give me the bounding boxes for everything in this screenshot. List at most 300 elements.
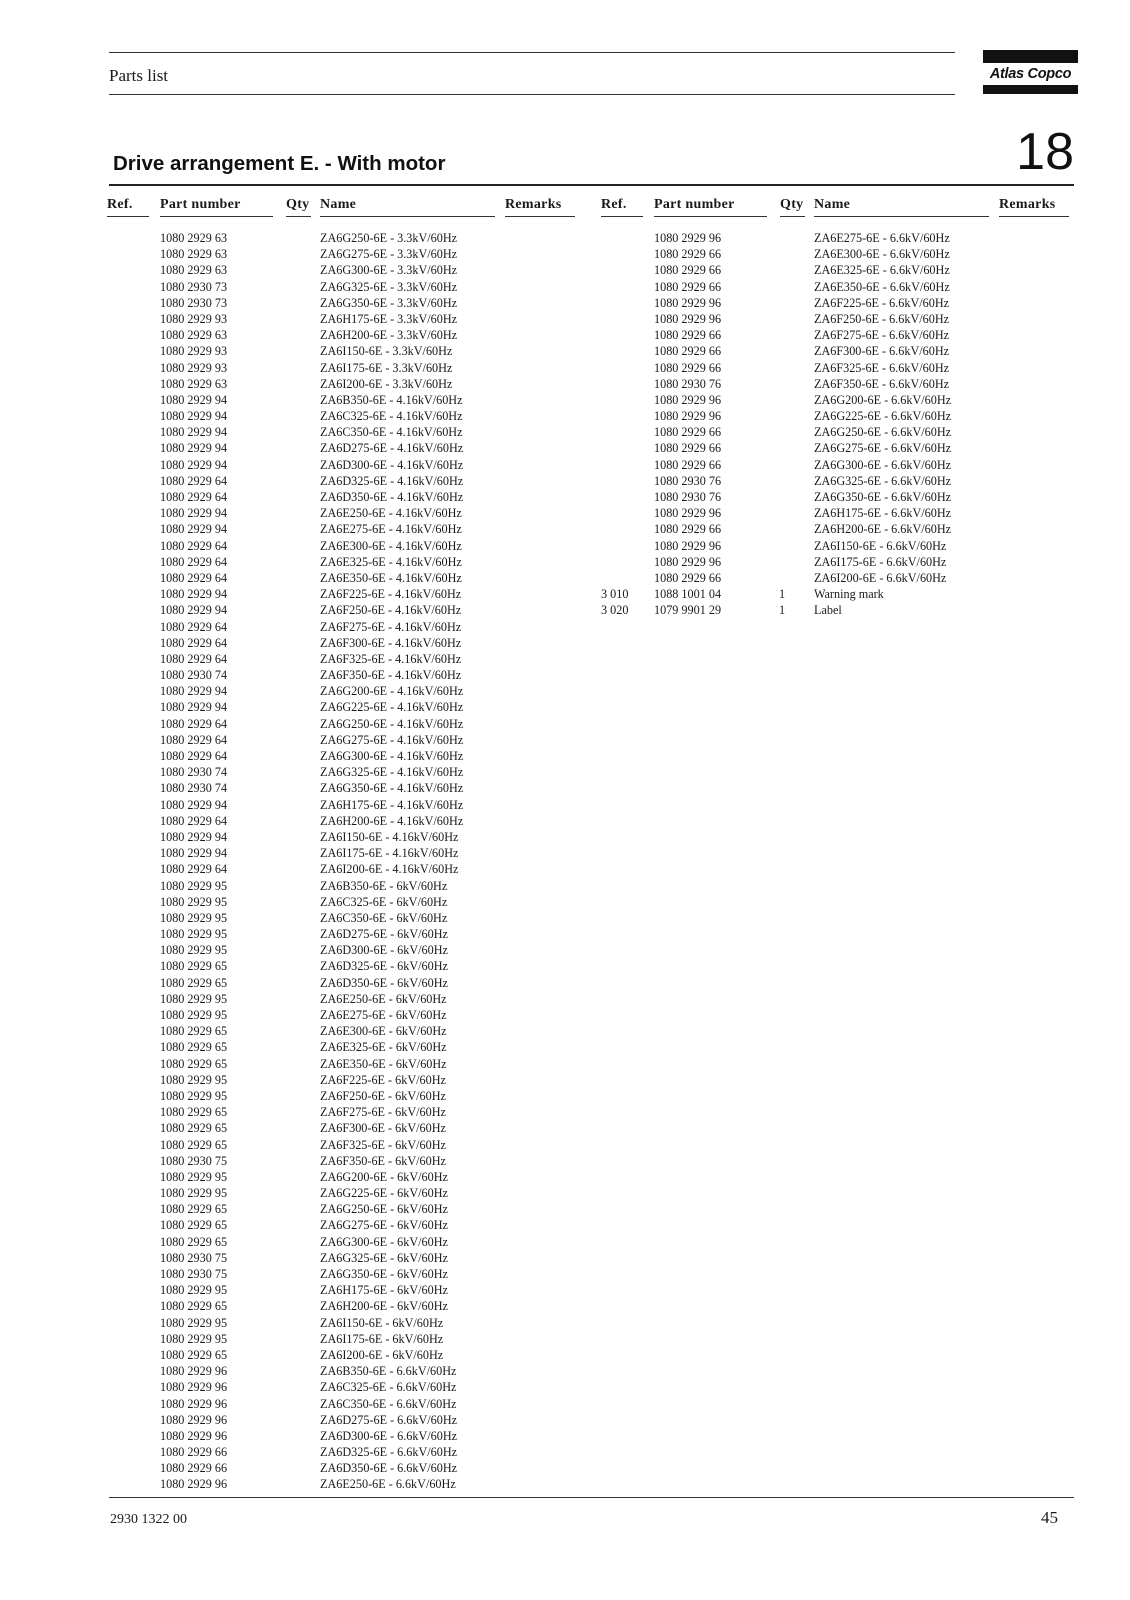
- qty-cell: 1: [779, 587, 786, 602]
- part-number-cell: 1080 2929 96: [654, 506, 722, 521]
- part-number-cell: 1080 2929 65: [160, 1105, 228, 1120]
- part-number-cell: 1080 2929 66: [654, 328, 722, 343]
- name-cell: ZA6E325-6E - 6.6kV/60Hz: [814, 263, 950, 278]
- part-number-cell: 1080 2929 66: [654, 425, 722, 440]
- table-row: [107, 813, 577, 829]
- part-number-cell: 1080 2929 64: [160, 619, 228, 634]
- left-header-ref: Ref.: [107, 197, 149, 217]
- footer-document-number: 2930 1322 00: [110, 1512, 187, 1527]
- name-cell: ZA6F250-6E - 6kV/60Hz: [320, 1088, 446, 1103]
- part-number-cell: 1080 2929 66: [654, 522, 722, 537]
- name-cell: ZA6F350-6E - 4.16kV/60Hz: [320, 668, 462, 683]
- part-number-cell: 1080 2930 76: [654, 490, 722, 504]
- name-cell: ZA6G275-6E - 6.6kV/60Hz: [814, 441, 952, 456]
- name-cell: ZA6D325-6E - 6.6kV/60Hz: [320, 1445, 458, 1460]
- part-number-cell: 1080 2929 96: [654, 554, 722, 569]
- ref-cell: 3 020: [601, 603, 629, 618]
- table-row: [107, 683, 577, 699]
- part-number-cell: 1080 2930 74: [160, 765, 228, 780]
- name-cell: ZA6F275-6E - 6kV/60Hz: [320, 1105, 446, 1120]
- table-row: [107, 473, 577, 489]
- right-header-name: Name: [814, 197, 989, 217]
- table-row: [107, 780, 577, 796]
- table-row: [107, 619, 577, 635]
- table-row: [601, 424, 1071, 440]
- table-row: [107, 1217, 577, 1233]
- name-cell: ZA6I175-6E - 6kV/60Hz: [320, 1331, 444, 1346]
- name-cell: ZA6G300-6E - 4.16kV/60Hz: [320, 749, 464, 763]
- name-cell: ZA6I175-6E - 4.16kV/60Hz: [320, 846, 459, 861]
- name-cell: ZA6I150-6E - 4.16kV/60Hz: [320, 829, 459, 844]
- table-row: [107, 1072, 577, 1088]
- table-row: [107, 797, 577, 813]
- name-cell: ZA6G250-6E - 4.16kV/60Hz: [320, 716, 464, 731]
- part-number-cell: 1080 2929 94: [160, 506, 228, 521]
- header-bottom-rule: [109, 94, 955, 95]
- part-number-cell: 1080 2929 64: [160, 635, 228, 650]
- part-number-cell: 1080 2929 96: [654, 231, 722, 245]
- name-cell: ZA6E275-6E - 6kV/60Hz: [320, 1008, 447, 1022]
- right-header-part-number: Part number: [654, 197, 767, 217]
- part-number-cell: 1080 2929 94: [160, 409, 228, 424]
- part-number-cell: 1080 2929 94: [160, 846, 228, 861]
- part-number-cell: 1080 2929 93: [160, 311, 228, 326]
- name-cell: ZA6D300-6E - 6kV/60Hz: [320, 943, 448, 958]
- part-number-cell: 1080 2930 73: [160, 279, 228, 294]
- name-cell: ZA6C325-6E - 6.6kV/60Hz: [320, 1380, 457, 1395]
- part-number-cell: 1080 2929 95: [160, 1088, 228, 1103]
- table-row: [107, 521, 577, 537]
- part-number-cell: 1080 2929 66: [654, 279, 722, 294]
- table-row: [107, 716, 577, 732]
- table-row: [107, 1185, 577, 1201]
- name-cell: ZA6F325-6E - 6.6kV/60Hz: [814, 360, 950, 375]
- table-row: [107, 667, 577, 683]
- name-cell: ZA6F325-6E - 4.16kV/60Hz: [320, 651, 462, 666]
- table-row: [107, 246, 577, 262]
- name-cell: ZA6I150-6E - 3.3kV/60Hz: [320, 344, 453, 359]
- name-cell: ZA6G350-6E - 6kV/60Hz: [320, 1267, 448, 1281]
- section-number: 18: [1016, 123, 1074, 181]
- part-number-cell: 1080 2929 64: [160, 554, 228, 569]
- table-row: [107, 1250, 577, 1266]
- name-cell: ZA6G350-6E - 4.16kV/60Hz: [320, 781, 464, 796]
- name-cell: ZA6G275-6E - 3.3kV/60Hz: [320, 247, 458, 262]
- table-row: [107, 829, 577, 845]
- name-cell: ZA6G200-6E - 4.16kV/60Hz: [320, 684, 464, 699]
- table-row: [107, 1379, 577, 1395]
- part-number-cell: 1080 2929 65: [160, 1137, 228, 1152]
- table-row: [107, 651, 577, 667]
- name-cell: ZA6F350-6E - 6kV/60Hz: [320, 1153, 446, 1168]
- name-cell: Warning mark: [814, 587, 884, 602]
- name-cell: ZA6D275-6E - 6.6kV/60Hz: [320, 1412, 458, 1427]
- part-number-cell: 1079 9901 29: [654, 603, 722, 618]
- name-cell: ZA6G225-6E - 6kV/60Hz: [320, 1186, 448, 1201]
- part-number-cell: 1080 2929 95: [160, 927, 228, 942]
- table-row: [107, 910, 577, 926]
- left-header-part-number: Part number: [160, 197, 273, 217]
- part-number-cell: 1080 2929 94: [160, 392, 228, 407]
- table-row: [107, 1104, 577, 1120]
- part-number-cell: 1080 2929 94: [160, 603, 228, 618]
- table-row: [107, 1120, 577, 1136]
- name-cell: ZA6I175-6E - 6.6kV/60Hz: [814, 554, 947, 569]
- right-header-qty: Qty: [780, 197, 805, 217]
- part-number-cell: 1080 2929 96: [654, 311, 722, 326]
- ref-cell: 3 010: [601, 587, 629, 602]
- part-number-cell: 1080 2929 96: [160, 1380, 228, 1395]
- table-row: [107, 1282, 577, 1298]
- table-row: [601, 343, 1071, 359]
- table-row: [107, 1088, 577, 1104]
- name-cell: ZA6F275-6E - 4.16kV/60Hz: [320, 619, 462, 634]
- name-cell: ZA6E325-6E - 6kV/60Hz: [320, 1040, 447, 1055]
- name-cell: ZA6C325-6E - 6kV/60Hz: [320, 894, 448, 909]
- table-row: [107, 764, 577, 780]
- table-row: [601, 279, 1071, 295]
- table-row: [107, 1298, 577, 1314]
- table-row: [601, 392, 1071, 408]
- part-number-cell: 1080 2930 75: [160, 1250, 228, 1265]
- part-number-cell: 1080 2929 95: [160, 991, 228, 1006]
- part-number-cell: 1080 2929 94: [160, 684, 228, 699]
- name-cell: ZA6B350-6E - 6kV/60Hz: [320, 878, 448, 893]
- name-cell: ZA6I150-6E - 6kV/60Hz: [320, 1315, 444, 1330]
- name-cell: ZA6G250-6E - 6kV/60Hz: [320, 1202, 448, 1217]
- name-cell: ZA6H200-6E - 4.16kV/60Hz: [320, 813, 464, 828]
- table-row: [107, 878, 577, 894]
- name-cell: ZA6D275-6E - 4.16kV/60Hz: [320, 441, 464, 456]
- table-row: [107, 1460, 577, 1476]
- name-cell: ZA6D350-6E - 4.16kV/60Hz: [320, 490, 464, 504]
- name-cell: ZA6G275-6E - 6kV/60Hz: [320, 1218, 448, 1233]
- part-number-cell: 1080 2929 65: [160, 975, 228, 990]
- name-cell: ZA6F225-6E - 6kV/60Hz: [320, 1072, 446, 1087]
- left-parts-table: [107, 230, 577, 1493]
- table-row: [107, 1363, 577, 1379]
- part-number-cell: 1080 2930 73: [160, 295, 228, 310]
- name-cell: ZA6I200-6E - 6kV/60Hz: [320, 1347, 444, 1362]
- name-cell: ZA6I150-6E - 6.6kV/60Hz: [814, 538, 947, 553]
- header-top-rule: [109, 52, 955, 53]
- part-number-cell: 1080 2929 64: [160, 862, 228, 877]
- part-number-cell: 1080 2929 66: [160, 1461, 228, 1476]
- name-cell: ZA6I200-6E - 3.3kV/60Hz: [320, 376, 453, 391]
- part-number-cell: 1080 2929 64: [160, 538, 228, 553]
- table-row: [601, 327, 1071, 343]
- name-cell: ZA6I200-6E - 4.16kV/60Hz: [320, 862, 459, 877]
- logo-text: Atlas Copco: [989, 66, 1072, 82]
- table-row: [601, 538, 1071, 554]
- part-number-cell: 1080 2929 66: [654, 441, 722, 456]
- part-number-cell: 1080 2929 94: [160, 587, 228, 602]
- name-cell: ZA6C350-6E - 4.16kV/60Hz: [320, 425, 463, 440]
- table-row: [601, 489, 1071, 505]
- table-row: [601, 230, 1071, 246]
- name-cell: ZA6E350-6E - 6.6kV/60Hz: [814, 279, 950, 294]
- part-number-cell: 1080 2929 96: [160, 1428, 228, 1443]
- part-number-cell: 1080 2929 95: [160, 1315, 228, 1330]
- part-number-cell: 1080 2929 65: [160, 1299, 228, 1314]
- table-row: [107, 845, 577, 861]
- part-number-cell: 1080 2930 76: [654, 473, 722, 488]
- name-cell: Label: [814, 603, 842, 618]
- name-cell: ZA6B350-6E - 6.6kV/60Hz: [320, 1364, 457, 1379]
- name-cell: ZA6F300-6E - 6.6kV/60Hz: [814, 344, 950, 359]
- table-row: [107, 1347, 577, 1363]
- name-cell: ZA6H200-6E - 3.3kV/60Hz: [320, 328, 458, 343]
- name-cell: ZA6F300-6E - 6kV/60Hz: [320, 1121, 446, 1136]
- name-cell: ZA6D350-6E - 6kV/60Hz: [320, 975, 448, 990]
- logo-bar-top: [983, 50, 1078, 63]
- name-cell: ZA6G325-6E - 4.16kV/60Hz: [320, 765, 464, 780]
- name-cell: ZA6E300-6E - 4.16kV/60Hz: [320, 538, 462, 553]
- name-cell: ZA6G350-6E - 3.3kV/60Hz: [320, 295, 458, 310]
- right-header-remarks: Remarks: [999, 197, 1069, 217]
- part-number-cell: 1080 2929 65: [160, 1121, 228, 1136]
- part-number-cell: 1080 2929 96: [160, 1412, 228, 1427]
- part-number-cell: 1080 2929 95: [160, 943, 228, 958]
- name-cell: ZA6D300-6E - 6.6kV/60Hz: [320, 1428, 458, 1443]
- table-row: [107, 1153, 577, 1169]
- part-number-cell: 1080 2930 76: [654, 376, 722, 391]
- table-row: [107, 1428, 577, 1444]
- table-row: [107, 489, 577, 505]
- name-cell: ZA6E300-6E - 6kV/60Hz: [320, 1024, 447, 1039]
- table-row: [107, 457, 577, 473]
- name-cell: ZA6C350-6E - 6kV/60Hz: [320, 910, 448, 925]
- right-parts-table: [601, 230, 1071, 619]
- name-cell: ZA6I175-6E - 3.3kV/60Hz: [320, 360, 453, 375]
- table-row: [107, 424, 577, 440]
- part-number-cell: 1080 2929 65: [160, 1056, 228, 1071]
- part-number-cell: 1080 2929 94: [160, 797, 228, 812]
- table-row: [107, 392, 577, 408]
- table-row: [107, 991, 577, 1007]
- name-cell: ZA6G250-6E - 6.6kV/60Hz: [814, 425, 952, 440]
- table-row: [107, 1137, 577, 1153]
- table-row: [107, 376, 577, 392]
- name-cell: ZA6E300-6E - 6.6kV/60Hz: [814, 247, 950, 262]
- table-row: [107, 1039, 577, 1055]
- table-row: [107, 1234, 577, 1250]
- table-row: [601, 505, 1071, 521]
- logo-bar-bottom: [983, 85, 1078, 94]
- name-cell: ZA6H175-6E - 4.16kV/60Hz: [320, 797, 464, 812]
- table-row: [107, 262, 577, 278]
- part-number-cell: 1080 2929 66: [654, 457, 722, 472]
- part-number-cell: 1080 2929 94: [160, 457, 228, 472]
- name-cell: ZA6F350-6E - 6.6kV/60Hz: [814, 376, 950, 391]
- name-cell: ZA6D350-6E - 6.6kV/60Hz: [320, 1461, 458, 1476]
- table-row: [107, 295, 577, 311]
- title-rule: [109, 184, 1074, 186]
- part-number-cell: 1080 2929 66: [160, 1445, 228, 1460]
- part-number-cell: 1080 2929 65: [160, 959, 228, 974]
- name-cell: ZA6B350-6E - 4.16kV/60Hz: [320, 392, 463, 407]
- table-row: [107, 894, 577, 910]
- table-row: [107, 230, 577, 246]
- table-row: [107, 570, 577, 586]
- name-cell: ZA6G300-6E - 6.6kV/60Hz: [814, 457, 952, 472]
- name-cell: ZA6F300-6E - 4.16kV/60Hz: [320, 635, 462, 650]
- name-cell: ZA6D325-6E - 6kV/60Hz: [320, 959, 448, 974]
- part-number-cell: 1080 2929 93: [160, 360, 228, 375]
- part-number-cell: 1080 2929 95: [160, 878, 228, 893]
- part-number-cell: 1080 2929 94: [160, 441, 228, 456]
- part-number-cell: 1080 2929 96: [654, 392, 722, 407]
- name-cell: ZA6H200-6E - 6.6kV/60Hz: [814, 522, 952, 537]
- table-row: [107, 975, 577, 991]
- name-cell: ZA6E250-6E - 6.6kV/60Hz: [320, 1477, 456, 1492]
- name-cell: ZA6E325-6E - 4.16kV/60Hz: [320, 554, 462, 569]
- part-number-cell: 1080 2929 65: [160, 1347, 228, 1362]
- part-number-cell: 1080 2929 66: [654, 360, 722, 375]
- name-cell: ZA6H175-6E - 3.3kV/60Hz: [320, 311, 458, 326]
- name-cell: ZA6E275-6E - 6.6kV/60Hz: [814, 231, 950, 245]
- table-row: [107, 1396, 577, 1412]
- part-number-cell: 1080 2929 65: [160, 1202, 228, 1217]
- name-cell: ZA6G275-6E - 4.16kV/60Hz: [320, 732, 464, 747]
- footer-page-number: 45: [1041, 1508, 1058, 1527]
- part-number-cell: 1080 2929 65: [160, 1024, 228, 1039]
- table-row: [601, 262, 1071, 278]
- table-row: [107, 1315, 577, 1331]
- table-row: [107, 586, 577, 602]
- part-number-cell: 1080 2929 63: [160, 231, 228, 245]
- left-header-qty: Qty: [286, 197, 311, 217]
- part-number-cell: 1080 2930 75: [160, 1267, 228, 1281]
- name-cell: ZA6D325-6E - 4.16kV/60Hz: [320, 473, 464, 488]
- table-row: [107, 360, 577, 376]
- part-number-cell: 1080 2929 95: [160, 1008, 228, 1022]
- name-cell: ZA6G300-6E - 6kV/60Hz: [320, 1234, 448, 1249]
- part-number-cell: 1080 2930 75: [160, 1153, 228, 1168]
- name-cell: ZA6G225-6E - 6.6kV/60Hz: [814, 409, 952, 424]
- table-row: [107, 1444, 577, 1460]
- part-number-cell: 1080 2929 66: [654, 570, 722, 585]
- table-row: [601, 440, 1071, 456]
- name-cell: ZA6H175-6E - 6.6kV/60Hz: [814, 506, 952, 521]
- part-number-cell: 1080 2929 95: [160, 1186, 228, 1201]
- atlas-copco-logo: [983, 50, 1078, 94]
- part-number-cell: 1080 2929 95: [160, 894, 228, 909]
- name-cell: ZA6F250-6E - 6.6kV/60Hz: [814, 311, 950, 326]
- table-row: [601, 570, 1071, 586]
- table-row: [107, 1023, 577, 1039]
- table-row: [107, 942, 577, 958]
- part-number-cell: 1080 2929 96: [654, 295, 722, 310]
- header-label: Parts list: [109, 66, 169, 85]
- table-row: [601, 311, 1071, 327]
- table-row: [601, 360, 1071, 376]
- name-cell: ZA6C325-6E - 4.16kV/60Hz: [320, 409, 463, 424]
- name-cell: ZA6D275-6E - 6kV/60Hz: [320, 927, 448, 942]
- table-row: [107, 861, 577, 877]
- name-cell: ZA6F225-6E - 4.16kV/60Hz: [320, 587, 462, 602]
- part-number-cell: 1080 2929 64: [160, 716, 228, 731]
- table-row: [107, 1266, 577, 1282]
- name-cell: ZA6G325-6E - 3.3kV/60Hz: [320, 279, 458, 294]
- name-cell: ZA6G300-6E - 3.3kV/60Hz: [320, 263, 458, 278]
- table-row: [107, 440, 577, 456]
- part-number-cell: 1080 2929 95: [160, 1331, 228, 1346]
- part-number-cell: 1080 2929 96: [654, 409, 722, 424]
- part-number-cell: 1080 2929 95: [160, 1072, 228, 1087]
- table-row: [601, 295, 1071, 311]
- table-row: [107, 602, 577, 618]
- name-cell: ZA6F275-6E - 6.6kV/60Hz: [814, 328, 950, 343]
- name-cell: ZA6E275-6E - 4.16kV/60Hz: [320, 522, 462, 537]
- table-row: [107, 699, 577, 715]
- table-row: [107, 279, 577, 295]
- name-cell: ZA6E250-6E - 6kV/60Hz: [320, 991, 447, 1006]
- part-number-cell: 1080 2929 95: [160, 910, 228, 925]
- table-row: [601, 246, 1071, 262]
- table-row: [601, 473, 1071, 489]
- part-number-cell: 1080 2929 94: [160, 522, 228, 537]
- part-number-cell: 1080 2929 95: [160, 1169, 228, 1184]
- table-row: [107, 505, 577, 521]
- part-number-cell: 1080 2929 66: [654, 344, 722, 359]
- part-number-cell: 1080 2929 64: [160, 749, 228, 763]
- part-number-cell: 1080 2930 74: [160, 781, 228, 796]
- table-row: [107, 1412, 577, 1428]
- table-row: [601, 554, 1071, 570]
- part-number-cell: 1080 2929 96: [160, 1396, 228, 1411]
- table-row: [601, 408, 1071, 424]
- table-row: [107, 732, 577, 748]
- name-cell: ZA6H200-6E - 6kV/60Hz: [320, 1299, 448, 1314]
- name-cell: ZA6D300-6E - 4.16kV/60Hz: [320, 457, 464, 472]
- part-number-cell: 1080 2929 96: [160, 1364, 228, 1379]
- name-cell: ZA6I200-6E - 6.6kV/60Hz: [814, 570, 947, 585]
- name-cell: ZA6E350-6E - 4.16kV/60Hz: [320, 570, 462, 585]
- name-cell: ZA6F250-6E - 4.16kV/60Hz: [320, 603, 462, 618]
- name-cell: ZA6G325-6E - 6.6kV/60Hz: [814, 473, 952, 488]
- footer-rule: [109, 1497, 1074, 1498]
- table-row: [601, 376, 1071, 392]
- section-title: Drive arrangement E. - With motor: [113, 152, 446, 175]
- table-row: [107, 311, 577, 327]
- part-number-cell: 1080 2929 64: [160, 570, 228, 585]
- table-row: [107, 1169, 577, 1185]
- name-cell: ZA6C350-6E - 6.6kV/60Hz: [320, 1396, 457, 1411]
- table-row: [107, 635, 577, 651]
- name-cell: ZA6G200-6E - 6kV/60Hz: [320, 1169, 448, 1184]
- part-number-cell: 1080 2929 96: [654, 538, 722, 553]
- part-number-cell: 1080 2929 94: [160, 425, 228, 440]
- table-row: [107, 408, 577, 424]
- table-row: [107, 926, 577, 942]
- part-number-cell: 1080 2929 65: [160, 1234, 228, 1249]
- name-cell: ZA6G325-6E - 6kV/60Hz: [320, 1250, 448, 1265]
- table-row: [107, 1007, 577, 1023]
- part-number-cell: 1080 2930 74: [160, 668, 228, 683]
- name-cell: ZA6F325-6E - 6kV/60Hz: [320, 1137, 446, 1152]
- name-cell: ZA6H175-6E - 6kV/60Hz: [320, 1283, 448, 1298]
- name-cell: ZA6G200-6E - 6.6kV/60Hz: [814, 392, 952, 407]
- table-row: [107, 748, 577, 764]
- name-cell: ZA6F225-6E - 6.6kV/60Hz: [814, 295, 950, 310]
- table-row: [107, 958, 577, 974]
- table-row: [601, 521, 1071, 537]
- right-header-ref: Ref.: [601, 197, 643, 217]
- name-cell: ZA6E350-6E - 6kV/60Hz: [320, 1056, 447, 1071]
- table-row: [107, 1201, 577, 1217]
- part-number-cell: 1080 2929 64: [160, 813, 228, 828]
